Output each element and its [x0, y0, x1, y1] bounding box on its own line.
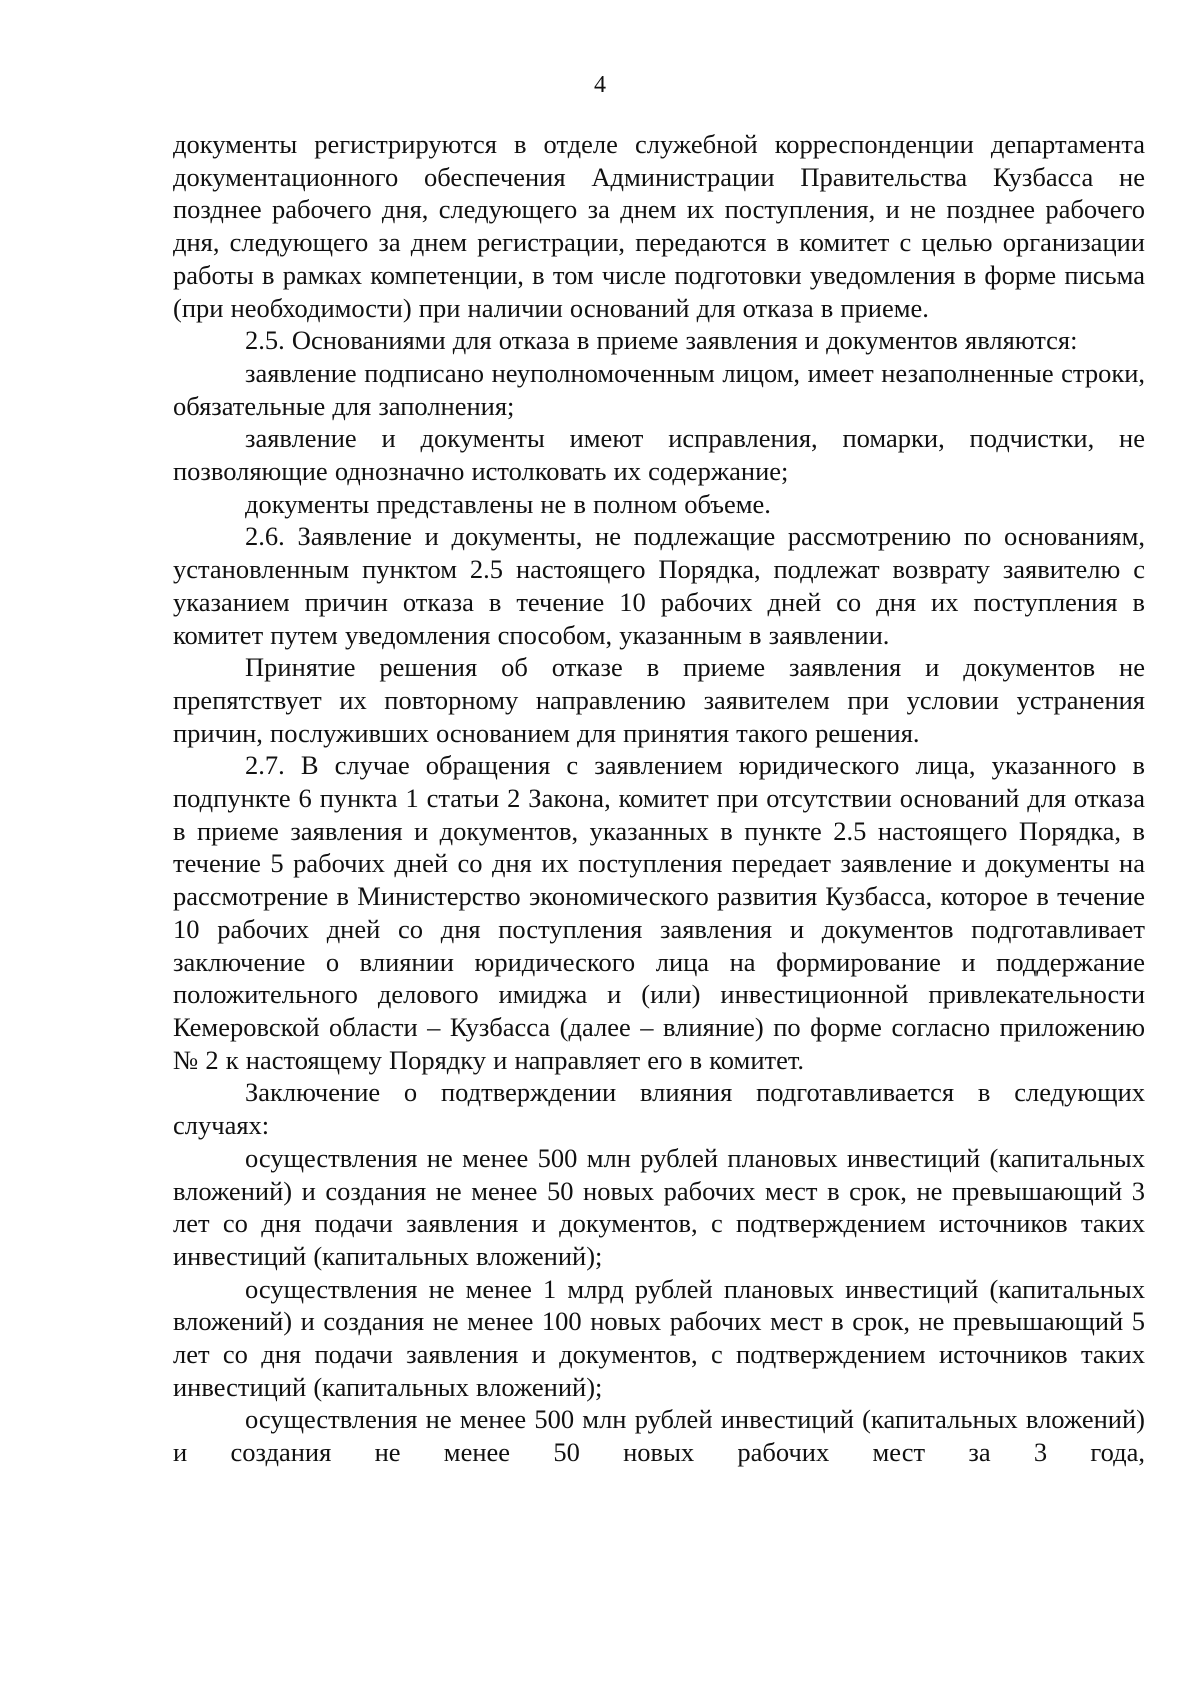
- paragraph-conclusion-cases: Заключение о подтверждении влияния подготавливается в следующих случаях:: [173, 1077, 1145, 1141]
- paragraph-continuation: документы регистрируются в отделе служебной корреспонденции департамента документационного обеспечения Администрации Правительства Кузбасса не позднее рабочего дня, следующего за днем их поступления, и не позднее рабочего дня, следующего за днем регистрации, передаются в комитет с целью организации работы в рамках компетенции, в том числе подготовки уведомления в форме письма (при необходимости) при наличии оснований для отказа в приеме.: [173, 129, 1145, 323]
- paragraph-refusal-decision: Принятие решения об отказе в приеме заявления и документов не препятствует их повторному направлению заявителем при условии устранения причин, послуживших основанием для принятия такого решения.: [173, 652, 1145, 748]
- paragraph-case-3: осуществления не менее 500 млн рублей инвестиций (капитальных вложений) и создания не менее 50 новых рабочих мест за 3 года,: [173, 1404, 1145, 1468]
- paragraph-case-1: осуществления не менее 500 млн рублей плановых инвестиций (капитальных вложений) и создания не менее 50 новых рабочих мест в срок, не превышающий 3 лет со дня подачи заявления и документов, с подтверждением источников таких инвестиций (капитальных вложений);: [173, 1142, 1145, 1271]
- page-number: 4: [594, 72, 606, 98]
- paragraph-refusal-ground-3: документы представлены не в полном объеме.: [245, 488, 771, 519]
- paragraph-refusal-ground-2: заявление и документы имеют исправления, помарки, подчистки, не позволяющие однозначно истолковать их содержание;: [173, 423, 1145, 487]
- paragraph-2-7: 2.7. В случае обращения с заявлением юридического лица, указанного в подпункте 6 пункта 1 статьи 2 Закона, комитет при отсутствии оснований для отказа в приеме заявления и документов, указанных в пункте 2.5 настоящего Порядка, в течение 5 рабочих дней со дня их поступления передает заявление и документы на рассмотрение в Министерство экономического развития Кузбасса, которое в течение 10 рабочих дней со дня поступления заявления и документов подготавливает заключение о влиянии юридического лица на формирование и поддержание положительного делового имиджа и (или) инвестиционной привлекательности Кемеровской области – Кузбасса (далее – влияние) по форме согласно приложению № 2 к настоящему Порядку и направляет его в комитет.: [173, 750, 1145, 1075]
- paragraph-2-6: 2.6. Заявление и документы, не подлежащие рассмотрению по основаниям, установленным пунктом 2.5 настоящего Порядка, подлежат возврату заявителю с указанием причин отказа в течение 10 рабочих дней со дня их поступления в комитет путем уведомления способом, указанным в заявлении.: [173, 521, 1145, 650]
- document-body: [173, 128, 1145, 1469]
- paragraph-refusal-ground-1: заявление подписано неуполномоченным лицом, имеет незаполненные строки, обязательные для заполнения;: [173, 357, 1145, 421]
- paragraph-case-2: осуществления не менее 1 млрд рублей плановых инвестиций (капитальных вложений) и создания не менее 100 новых рабочих мест в срок, не превышающий 5 лет со дня подачи заявления и документов, с подтверждением источников таких инвестиций (капитальных вложений);: [173, 1273, 1145, 1402]
- paragraph-2-5: 2.5. Основаниями для отказа в приеме заявления и документов являются:: [245, 325, 1078, 356]
